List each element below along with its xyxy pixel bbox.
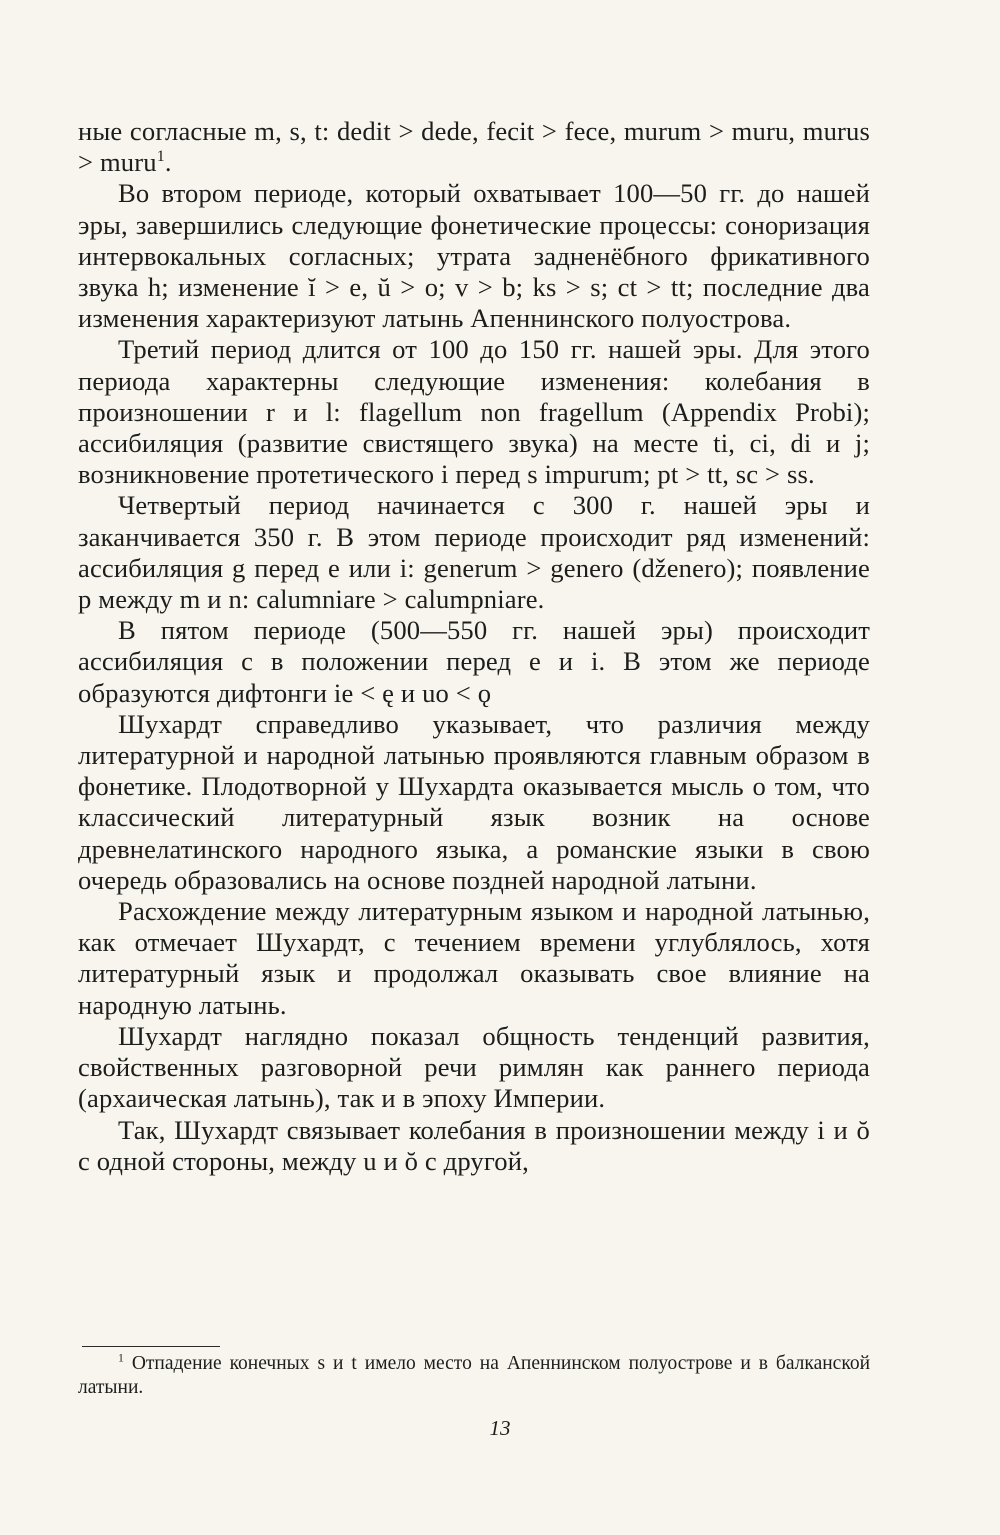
paragraph-6: Шухардт справедливо указывает, что различия между литературной и народной латынью проявляются главным образом в фонетике. Плодотворной у Шухардта оказывается мысль о том, что классический литературный язык возник на основе древнелатинского народного языка, а романские языки в свою очередь образовались на основе поздней народной латыни. xyxy=(78,708,870,895)
footnote-reference: 1 xyxy=(156,148,165,166)
paragraph-2: Во втором периоде, который охватывает 100—50 гг. до нашей эры, завершились следующие фонетические процессы: сонoризация интервокальных согласных; утрата задненёбного фрикативного звука h; изменение ĭ > e, ŭ > o; v > b; ks > s; ct > tt; последние два изменения характеризуют латынь Апеннинского полуострова. xyxy=(78,178,870,334)
paragraph-1-text: ные согласные m, s, t: dedit > dede, fecit > fece, murum > muru, murus > muru xyxy=(78,116,870,178)
paragraph-1-tail: . xyxy=(164,147,172,178)
paragraph-3: Третий период длится от 100 до 150 гг. нашей эры. Для этого периода характерны следующие изменения: колебания в произношении r и l: flagellum non fragellum (Appendix Probi); ассибиляция (развитие свистящего звука) на месте ti, ci, di и j; возникновение протетического i перед s impurum; pt > tt, sc > ss. xyxy=(78,334,870,490)
paragraph-1 xyxy=(78,116,870,178)
paragraph-7: Расхождение между литературным языком и народной латынью, как отмечает Шухардт, с течением времени углублялось, хотя литературный язык и продолжал оказывать свое влияние на народную латынь. xyxy=(78,896,870,1020)
footnote-1 xyxy=(78,1352,870,1400)
paragraph-5: В пятом периоде (500—550 гг. нашей эры) происходит ассибиляция c в положении перед e и i. В этом же периоде образуются дифтонги ie < ę и uo < ǫ xyxy=(78,615,870,708)
footnotes xyxy=(78,1352,870,1400)
paragraph-4: Четвертый период начинается с 300 г. нашей эры и заканчивается 350 г. В этом периоде происходит ряд изменений: ассибиляция g перед e или i: generum > genero (dženero); появление p между m и n: calumniare > calumpniare. xyxy=(78,490,870,615)
footnote-divider xyxy=(82,1346,220,1347)
footnote-mark: 1 xyxy=(118,1351,124,1365)
page-number: 13 xyxy=(489,1416,511,1440)
paragraph-8: Шухардт наглядно показал общность тенденций развития, свойственных разговорной речи римлян как раннего периода (архаическая латынь), так и в эпоху Империи. xyxy=(78,1020,870,1114)
paragraph-9: Так, Шухардт связывает колебания в произношении между i и ŏ с одной стороны, между u и ŏ с другой, xyxy=(78,1114,870,1176)
main-text xyxy=(78,116,870,1177)
footnote-text: Отпадение конечных s и t имело место на Апеннинском полуострове и в балканской латыни. xyxy=(78,1353,870,1398)
